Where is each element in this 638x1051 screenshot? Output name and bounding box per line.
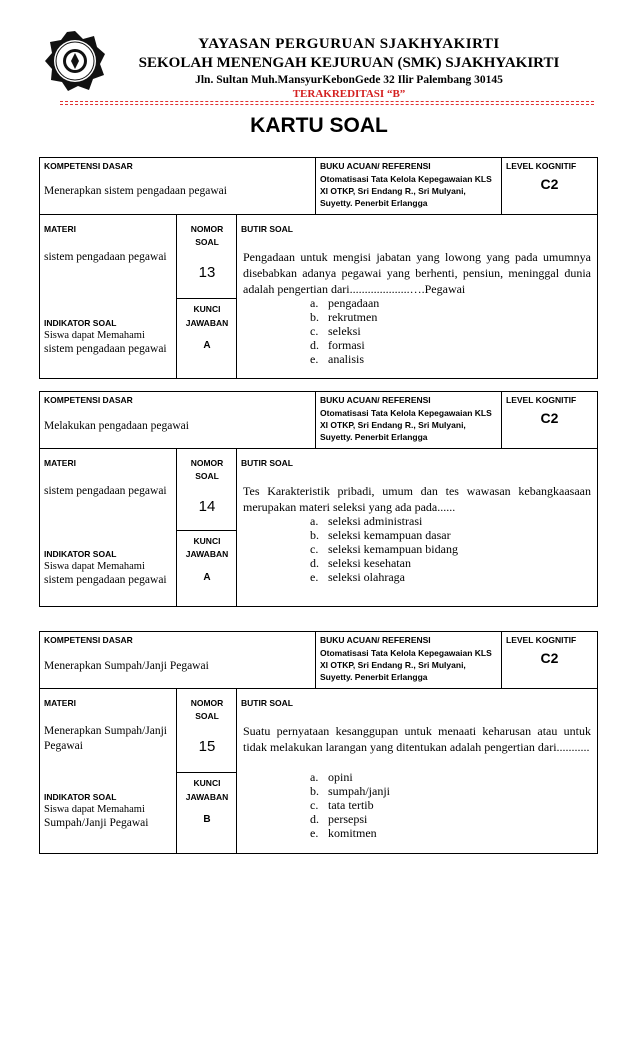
kunci-label: KUNCI [193,778,221,788]
nomor-label: NOMOR [190,698,224,708]
option-c: c. seleksi kemampuan bidang [310,542,458,556]
option-e: e. analisis [310,352,364,366]
level-value: C2 [540,410,559,426]
materi-label: MATERI [44,698,76,708]
butir-cell [237,688,597,853]
kompetensi-value: Menerapkan Sumpah/Janji Pegawai [44,660,209,672]
answer-key: A [203,572,211,583]
indikator-detail: sistem pengadaan pegawai [44,574,167,586]
indikator-label: INDIKATOR SOAL [44,549,117,559]
level-value: C2 [540,176,559,192]
question-card [39,157,598,379]
kompetensi-label: KOMPETENSI DASAR [44,635,133,645]
option-a: a. opini [310,770,353,784]
answer-options [310,296,379,366]
option-a: a. pengadaan [310,296,380,310]
header-divider [60,101,594,102]
materi-value: Menerapkan Sumpah/Janji Pegawai [44,725,167,752]
kompetensi-value: Menerapkan sistem pengadaan pegawai [44,185,227,197]
nomor-cell [177,214,237,378]
indikator-detail: sistem pengadaan pegawai [44,343,167,355]
level-cell [502,632,597,688]
butir-cell [237,448,597,606]
answer-options [310,514,458,584]
cell-divider [177,298,237,299]
indikator-value: Siswa dapat Memahami [44,804,145,815]
letterhead [0,0,638,110]
butir-cell [237,214,597,378]
kunci-label: JAWABAN [185,792,229,802]
school-name: SEKOLAH MENENGAH KEJURUAN (SMK) SJAKHYAKIRTI [138,55,560,71]
level-label: LEVEL KOGNITIF [506,635,577,645]
indikator-detail: Sumpah/Janji Pegawai [44,817,149,829]
answer-options [310,770,390,840]
materi-value: sistem pengadaan pegawai [44,251,167,263]
option-c: c. tata tertib [310,798,374,812]
question-card [39,391,598,607]
kunci-label: KUNCI [193,536,221,546]
indikator-value: Siswa dapat Memahami [44,330,145,341]
nomor-label: NOMOR [190,224,224,234]
butir-label: BUTIR SOAL [241,698,293,708]
cell-divider [177,530,237,531]
buku-value: Otomatisasi Tata Kelola Kepegawaian KLS XI OTKP, Sri Endang R., Sri Mulyani, Suyetty. Penerbit Erlangga [320,408,492,442]
kompetensi-value: Melakukan pengadaan pegawai [44,420,189,432]
school-address: Jln. Sultan Muh.MansyurKebonGede 32 Ilir Palembang 30145 [195,74,503,86]
kompetensi-label: KOMPETENSI DASAR [44,161,133,171]
buku-cell [316,632,502,688]
buku-value: Otomatisasi Tata Kelola Kepegawaian KLS XI OTKP, Sri Endang R., Sri Mulyani, Suyetty. Penerbit Erlangga [320,174,492,208]
indikator-label: INDIKATOR SOAL [44,318,117,328]
option-e: e. seleksi olahraga [310,570,405,584]
buku-value: Otomatisasi Tata Kelola Kepegawaian KLS XI OTKP, Sri Endang R., Sri Mulyani, Suyetty. Penerbit Erlangga [320,648,492,682]
question-card [39,631,598,854]
question-text: Tes Karakteristik pribadi, umum dan tes wawasan kebangkaasaan merupakan materi seleksi yang ada pada...... [243,484,591,514]
answer-key: B [203,814,211,825]
kompetensi-label: KOMPETENSI DASAR [44,395,133,405]
nomor-cell [177,688,237,853]
nomor-label: SOAL [195,471,219,481]
question-number: 14 [198,498,216,515]
kunci-label: JAWABAN [185,318,229,328]
option-d: d. persepsi [310,812,368,826]
question-text: Suatu pernyataan kesanggupan untuk menaati keharusan atau untuk tidak melakukan larangan yang ditentukan adalah pengertian dari........... [243,724,591,754]
question-number: 15 [198,738,216,755]
option-e: e. komitmen [310,826,377,840]
materi-label: MATERI [44,458,76,468]
materi-cell [40,448,177,606]
cell-divider [177,772,237,773]
kompetensi-cell [40,632,316,688]
option-b: b. sumpah/janji [310,784,390,798]
kunci-label: KUNCI [193,304,221,314]
kunci-label: JAWABAN [185,549,229,559]
materi-cell [40,214,177,378]
page-title: KARTU SOAL [250,114,388,137]
foundation-name: YAYASAN PERGURUAN SJAKHYAKIRTI [198,36,500,52]
kompetensi-cell [40,158,316,214]
nomor-label: SOAL [195,711,219,721]
question-text: Pengadaan untuk mengisi jabatan yang lowong yang pada umumnya disebabkan adanya pegawai yang berhenti, pensiun, meninggal dunia adalah pengertian dari....................….Pegawai [243,250,591,296]
option-b: b. rekrutmen [310,310,378,324]
buku-label: BUKU ACUAN/ REFERENSI [320,395,431,405]
materi-label: MATERI [44,224,76,234]
kompetensi-cell [40,392,316,448]
nomor-cell [177,448,237,606]
header-divider [60,104,594,105]
option-d: d. seleksi kesehatan [310,556,411,570]
option-c: c. seleksi [310,324,361,338]
option-b: b. seleksi kemampuan dasar [310,528,451,542]
buku-cell [316,392,502,448]
level-label: LEVEL KOGNITIF [506,395,577,405]
nomor-label: NOMOR [190,458,224,468]
indikator-label: INDIKATOR SOAL [44,792,117,802]
level-value: C2 [540,650,559,666]
nomor-label: SOAL [195,237,219,247]
buku-label: BUKU ACUAN/ REFERENSI [320,635,431,645]
materi-value: sistem pengadaan pegawai [44,485,167,497]
option-d: d. formasi [310,338,365,352]
level-cell [502,392,597,448]
level-cell [502,158,597,214]
buku-label: BUKU ACUAN/ REFERENSI [320,161,431,171]
level-label: LEVEL KOGNITIF [506,161,577,171]
answer-key: A [203,340,211,351]
materi-cell [40,688,177,853]
indikator-value: Siswa dapat Memahami [44,561,145,572]
option-a: a. seleksi administrasi [310,514,423,528]
butir-label: BUTIR SOAL [241,458,293,468]
buku-cell [316,158,502,214]
accreditation: TERAKREDITASI “B” [292,88,406,100]
question-number: 13 [198,264,216,281]
butir-label: BUTIR SOAL [241,224,293,234]
